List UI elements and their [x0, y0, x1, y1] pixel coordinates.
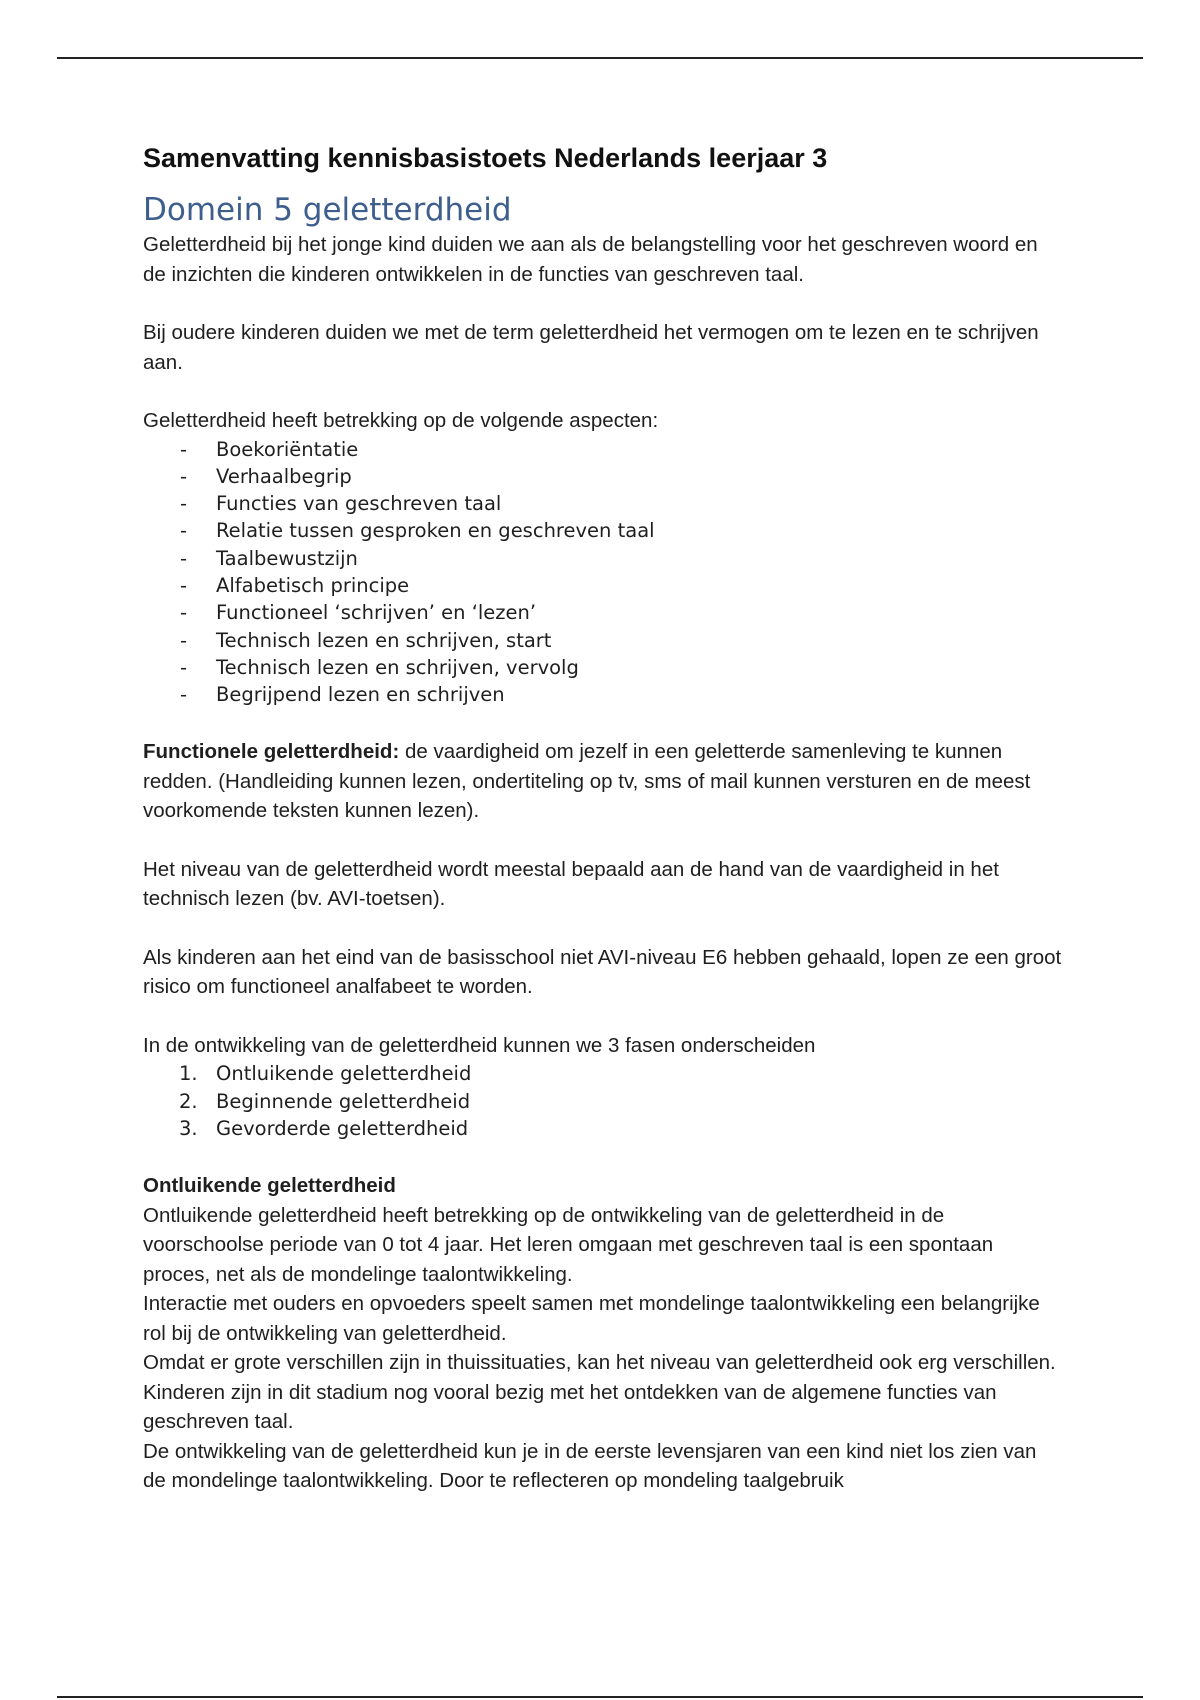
list-item: 3. Gevorderde geletterdheid	[179, 1117, 469, 1141]
list-item: - Technisch lezen en schrijven, start	[180, 628, 552, 652]
functional-literacy-term: Functionele geletterdheid:	[143, 740, 400, 764]
aspects-list	[143, 436, 1063, 709]
intro-paragraph: Geletterdheid bij het jonge kind duiden we aan als de belangstelling voor het geschreven woord en de inzichten die kinderen ontwikkelen in de functies van geschreven taal.	[143, 233, 1038, 286]
list-item: - Begrijpend lezen en schrijven	[180, 683, 505, 707]
list-item: - Functies van geschreven taal	[180, 492, 502, 516]
level-paragraph: Het niveau van de geletterdheid wordt meestal bepaald aan de hand van de vaardigheid in het technisch lezen (bv. AVI-toetsen).	[143, 857, 999, 911]
list-item: - Alfabetisch principe	[180, 573, 410, 597]
emergent-paragraph: Interactie met ouders en opvoeders speelt samen met mondelinge taalontwikkeling een belangrijke rol bij de ontwikkeling van geletterdheid.	[143, 1292, 1040, 1345]
list-item: - Technisch lezen en schrijven, vervolg	[180, 655, 579, 679]
emergent-paragraph: Ontluikende geletterdheid heeft betrekking op de ontwikkeling van de geletterdheid in de voorschoolse periode van 0 tot 4 jaar. Het leren omgaan met geschreven taal is een spontaan proces, net als de mondelinge taalontwikkeling.	[143, 1203, 994, 1286]
list-item: - Verhaalbegrip	[180, 464, 352, 488]
phases-intro: In de ontwikkeling van de geletterdheid kunnen we 3 fasen onderscheiden	[143, 1033, 816, 1057]
emergent-paragraph: Omdat er grote verschillen zijn in thuissituaties, kan het niveau van geletterdheid ook erg verschillen.	[143, 1351, 1056, 1375]
list-item: 1. Ontluikende geletterdheid	[179, 1062, 472, 1086]
section-heading: Ontluikende geletterdheid	[143, 1174, 396, 1198]
list-item: - Boekoriëntatie	[180, 437, 359, 461]
phases-list	[143, 1060, 1063, 1142]
risk-paragraph: Als kinderen aan het eind van de basisschool niet AVI-niveau E6 hebben gehaald, lopen ze een groot risico om functioneel analfabeet te worden.	[143, 945, 1062, 999]
list-item: 2. Beginnende geletterdheid	[179, 1089, 471, 1113]
intro-paragraph: Bij oudere kinderen duiden we met de term geletterdheid het vermogen om te lezen en te schrijven aan.	[143, 321, 1039, 374]
emergent-paragraph: De ontwikkeling van de geletterdheid kun je in de eerste levensjaren van een kind niet los zien van de mondelinge taalontwikkeling. Door te reflecteren op mondeling taalgebruik	[143, 1439, 1037, 1493]
domain-heading: Domein 5 geletterdheid	[143, 192, 512, 228]
emergent-paragraph: Kinderen zijn in dit stadium nog vooral bezig met het ontdekken van de algemene functies van geschreven taal.	[143, 1380, 997, 1434]
document-body	[143, 140, 1063, 1496]
list-item: - Taalbewustzijn	[180, 546, 358, 570]
aspects-intro: Geletterdheid heeft betrekking op de volgende aspecten:	[143, 409, 659, 432]
functional-literacy-text: de vaardigheid om jezelf in een geletterde samenleving te kunnen redden. (Handleiding kunnen lezen, ondertiteling op tv, sms of mail kunnen versturen en de meest voorkomende teksten kunnen lezen).	[143, 740, 1031, 823]
bottom-rule	[57, 1696, 1143, 1698]
top-rule	[57, 57, 1143, 59]
functional-literacy-paragraph	[143, 737, 1063, 826]
list-item: - Functioneel ‘schrijven’ en ‘lezen’	[180, 601, 537, 625]
document-title: Samenvatting kennisbasistoets Nederlands leerjaar 3	[143, 143, 828, 173]
list-item: - Relatie tussen gesproken en geschreven taal	[180, 519, 655, 543]
